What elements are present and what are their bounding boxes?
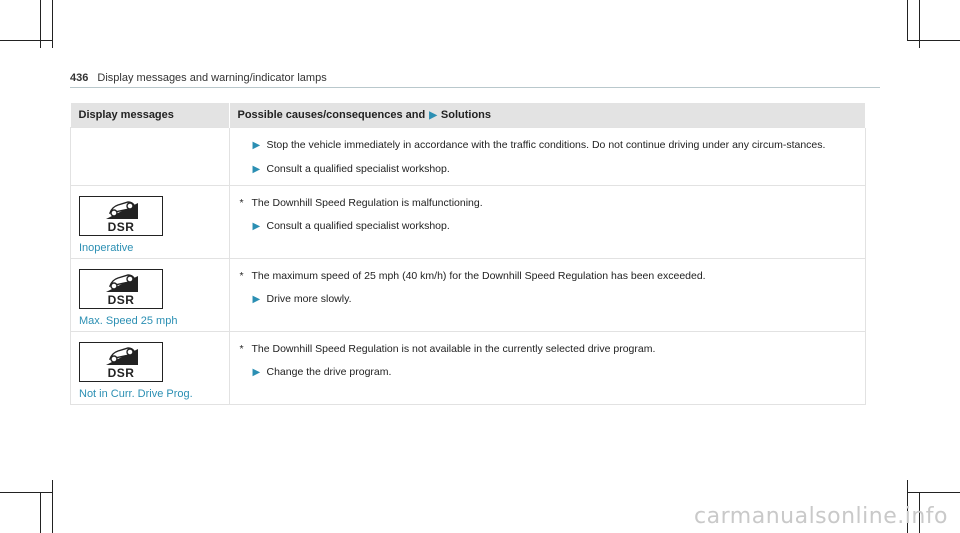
step-text: Stop the vehicle immediately in accordance with the traffic conditions. Do not continue driving under any circum-stances. (266, 139, 826, 151)
message-label: Max. Speed 25 mph (79, 315, 178, 327)
asterisk-icon: * (239, 270, 244, 282)
downhill-speed-regulation-icon (104, 346, 140, 366)
message-label: Inoperative (79, 242, 134, 254)
col-header-causes-solutions (229, 103, 866, 128)
crop-mark (907, 40, 960, 41)
crop-mark (0, 492, 52, 493)
downhill-speed-regulation-icon (104, 273, 140, 293)
col-header-display-messages: Display messages (71, 103, 230, 128)
page-title: Display messages and warning/indicator lamps (97, 72, 327, 84)
arrow-right-icon: ▶ (252, 221, 261, 232)
step-text: Change the drive program. (266, 366, 392, 378)
table-row (71, 186, 866, 259)
arrow-right-icon: ▶ (252, 367, 261, 378)
dsr-indicator (79, 342, 163, 382)
message-cell (71, 259, 230, 332)
crop-mark (52, 0, 53, 48)
cause-text (240, 342, 856, 356)
crop-mark (907, 492, 960, 493)
message-cell (71, 128, 230, 186)
dsr-label: DSR (107, 293, 135, 307)
crop-mark (0, 40, 52, 41)
dsr-indicator (79, 269, 163, 309)
dsr-indicator (79, 196, 163, 236)
page-header (70, 72, 327, 84)
step-text: Consult a qualified specialist workshop. (266, 163, 450, 175)
downhill-speed-regulation-icon (104, 200, 140, 220)
solution-step (240, 219, 856, 234)
solution-cell (229, 128, 866, 186)
asterisk-icon: * (239, 343, 244, 355)
crop-mark (907, 0, 908, 40)
crop-mark (40, 492, 41, 533)
solution-step (240, 162, 856, 177)
arrow-right-icon: ▶ (252, 140, 261, 151)
arrow-right-icon: ▶ (252, 294, 261, 305)
col-header-causes: Possible causes/consequences and (237, 109, 426, 121)
display-messages-table (70, 103, 866, 405)
solution-cell (229, 186, 866, 259)
cause-text (240, 196, 856, 210)
table-header-row (71, 103, 866, 128)
table-row (71, 332, 866, 405)
table-row (71, 259, 866, 332)
asterisk-icon: * (239, 197, 244, 209)
watermark: carmanualsonline.info (694, 504, 948, 529)
header-rule (70, 87, 880, 88)
step-text: Consult a qualified specialist workshop. (266, 220, 450, 232)
arrow-right-icon: ▶ (252, 164, 261, 175)
cause-description: The Downhill Speed Regulation is malfunctioning. (251, 197, 483, 209)
step-text: Drive more slowly. (266, 293, 352, 305)
message-label: Not in Curr. Drive Prog. (79, 388, 193, 400)
dsr-label: DSR (107, 366, 135, 380)
solution-step (240, 138, 856, 153)
cause-description: The Downhill Speed Regulation is not available in the currently selected drive program. (251, 343, 656, 355)
message-cell (71, 186, 230, 259)
cause-description: The maximum speed of 25 mph (40 km/h) for the Downhill Speed Regulation has been exceeded. (251, 270, 706, 282)
arrow-right-icon: ▶ (429, 110, 437, 121)
table-row (71, 128, 866, 186)
col-header-solutions: Solutions (440, 109, 492, 121)
page-number: 436 (70, 72, 89, 84)
cause-text (240, 269, 856, 283)
solution-cell (229, 259, 866, 332)
solution-step (240, 365, 856, 380)
message-cell (71, 332, 230, 405)
solution-cell (229, 332, 866, 405)
solution-step (240, 292, 856, 307)
dsr-label: DSR (107, 220, 135, 234)
crop-mark (52, 480, 53, 533)
